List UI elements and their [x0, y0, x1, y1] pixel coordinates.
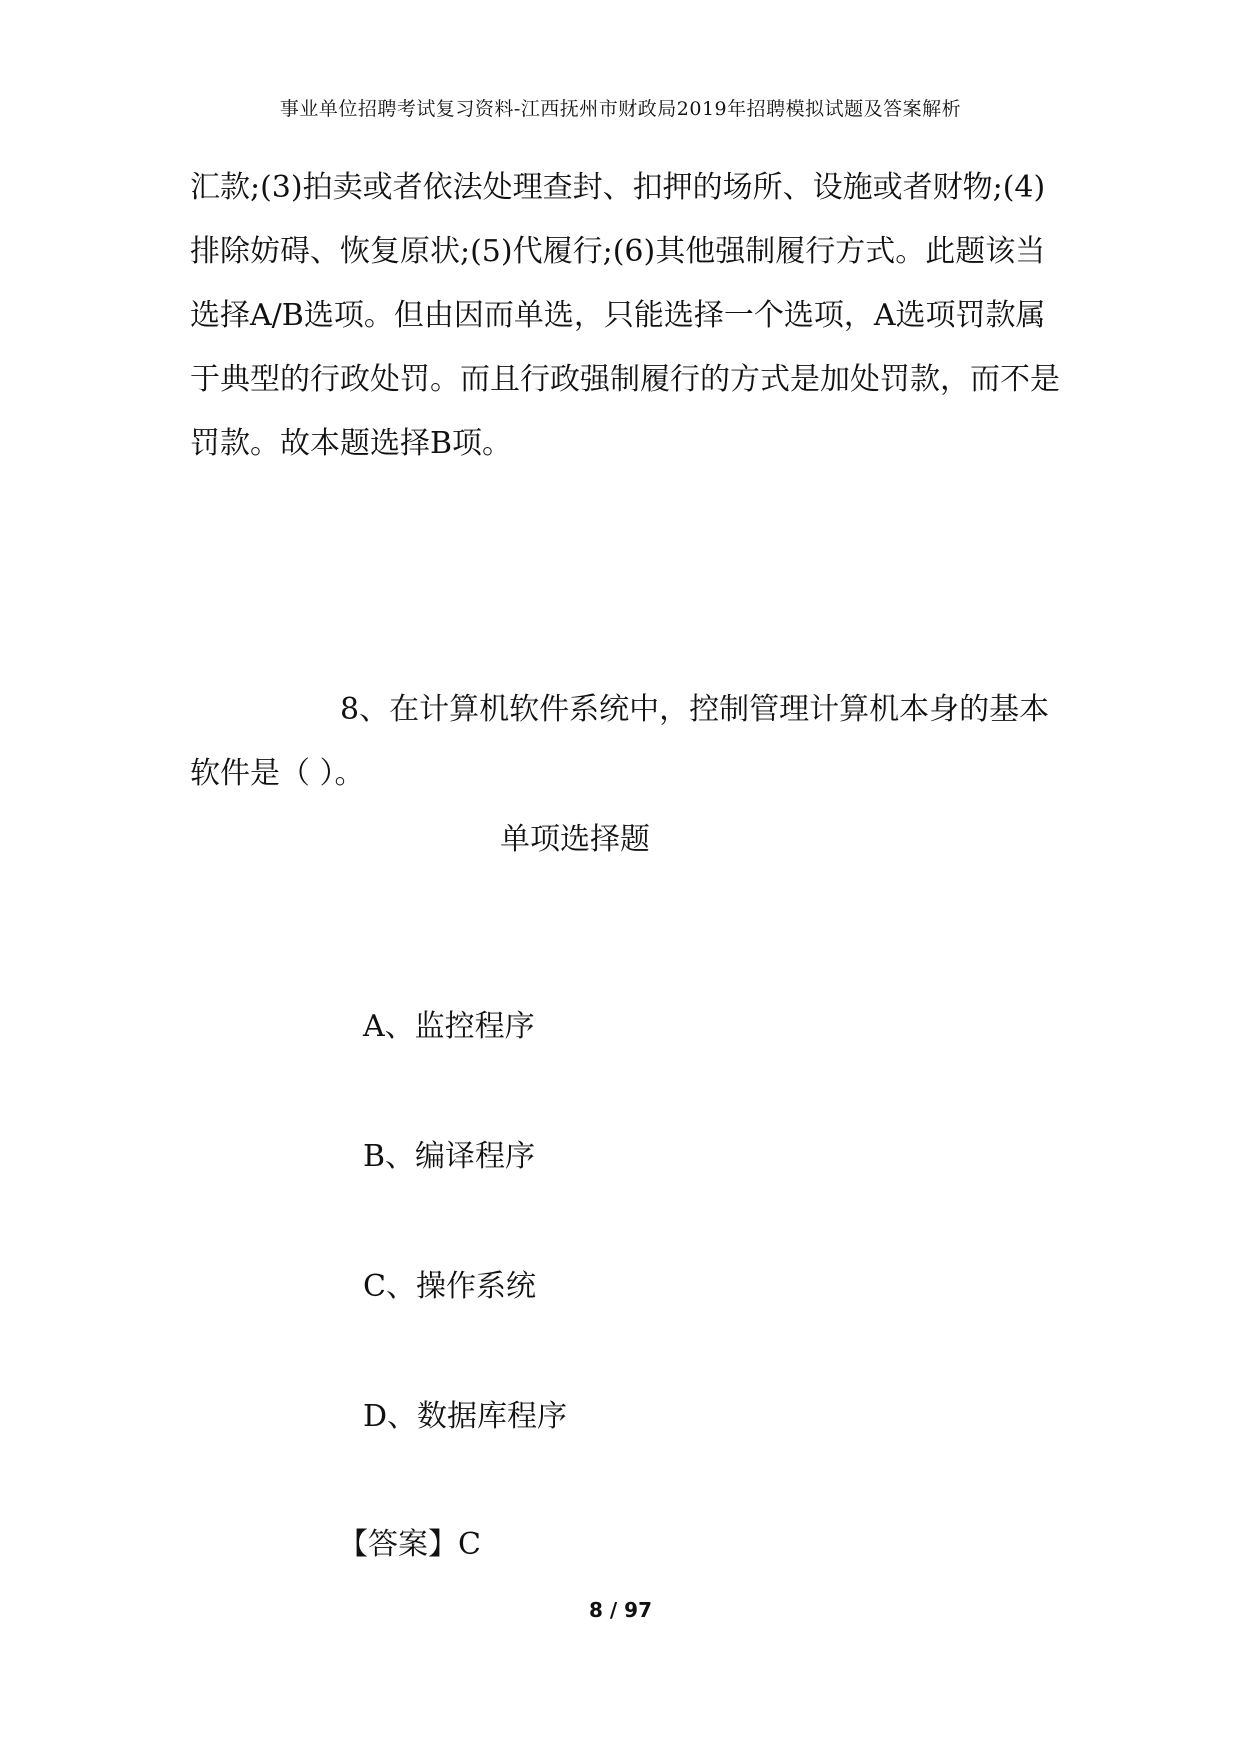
option-c: C、操作系统: [363, 1269, 536, 1304]
option-d: D、数据库程序: [363, 1399, 568, 1434]
previous-answer-explanation: 汇款;(3)拍卖或者依法处理查封、扣押的场所、设施或者财物;(4)排除妨碍、恢复原状;(5)代履行;(6)其他强制履行方式。此题该当选择A/B选项。但由因而单选，只能选择一个选项，A选项罚款属于典型的行政处罚。而且行政强制履行的方式是加处罚款，而不是罚款。故本题选择B项。: [190, 170, 1060, 461]
answer-line: 【答案】C: [338, 1527, 481, 1562]
question-stem: 8、在计算机软件系统中，控制管理计算机本身的基本软件是（ ）。: [190, 692, 1050, 791]
option-a: A、监控程序: [363, 1009, 535, 1044]
page-number: 8 / 97: [589, 1598, 652, 1622]
running-header: 事业单位招聘考试复习资料-江西抚州市财政局2019年招聘模拟试题及答案解析: [279, 98, 962, 120]
option-b: B、编译程序: [363, 1139, 536, 1174]
question-type-label: 单项选择题: [500, 822, 650, 857]
